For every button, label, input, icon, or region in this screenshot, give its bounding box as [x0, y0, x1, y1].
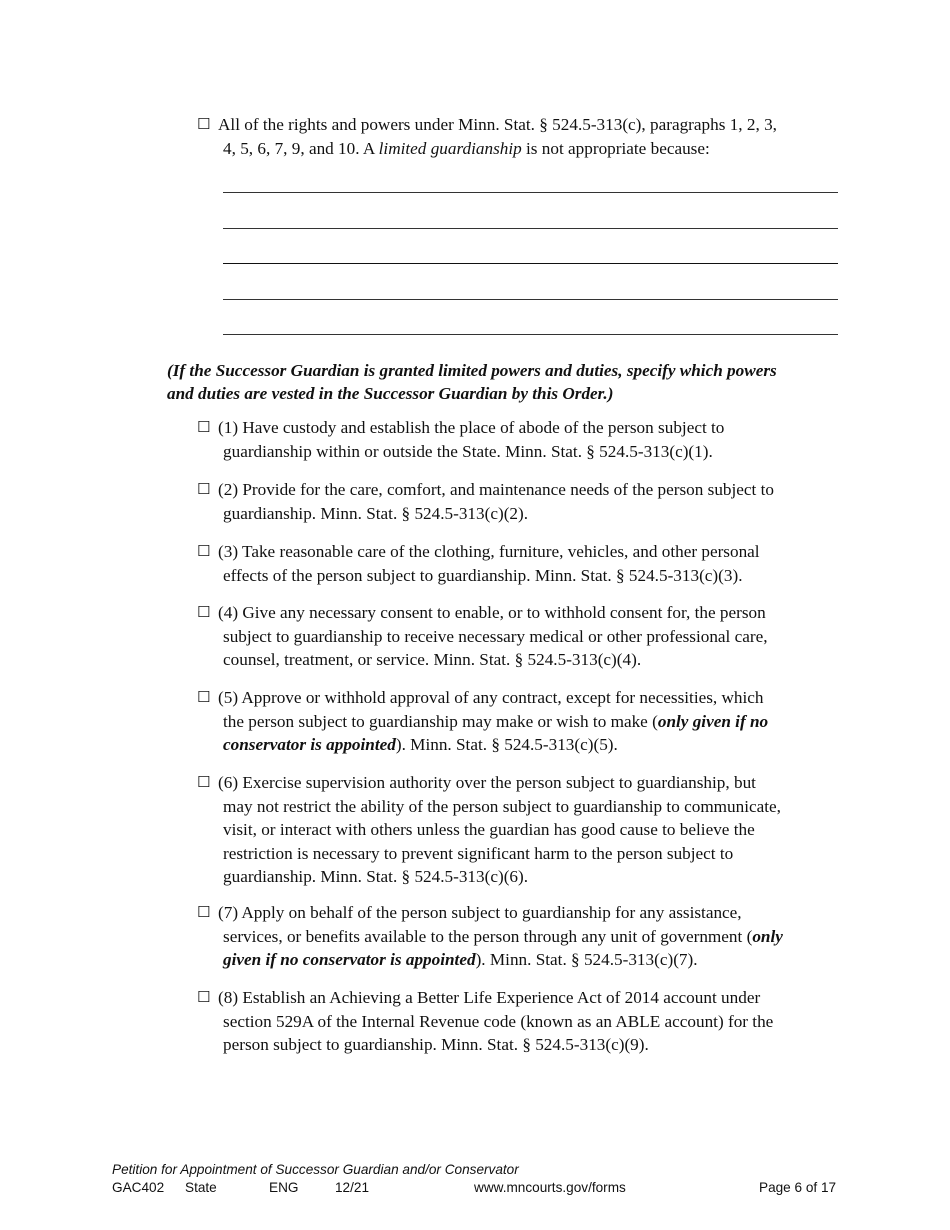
power-5-item [197, 686, 842, 757]
power-3-text: (3) Take reasonable care of the clothing, furniture, vehicles, and other personal [218, 542, 760, 561]
power-7-item [197, 901, 842, 972]
power-5-text: (5) Approve or withhold approval of any contract, except for necessities, which [218, 688, 764, 707]
power-8-checkbox[interactable]: ☐ [197, 988, 211, 1006]
instruction-line1: (If the Successor Guardian is granted limited powers and duties, specify which powers [167, 361, 777, 380]
power-8-text: (8) Establish an Achieving a Better Life Experience Act of 2014 account under [218, 988, 761, 1007]
answer-line-2[interactable] [223, 228, 838, 229]
footer-url[interactable]: www.mncourts.gov/forms [474, 1180, 626, 1195]
power-3-item [197, 540, 842, 587]
power-6-text-cont2: visit, or interact with others unless the guardian has good cause to believe the [223, 820, 755, 840]
power-1-item [197, 416, 842, 463]
power-4-text-cont1: subject to guardianship to receive necessary medical or other professional care, [223, 626, 768, 646]
power-6-text-cont3: restriction is necessary to prevent significant harm to the person subject to [223, 843, 734, 863]
power-7-text: (7) Apply on behalf of the person subject to guardianship for any assistance, [218, 903, 742, 922]
footer-date: 12/21 [335, 1180, 370, 1195]
power-5-text-cont2: conservator is appointed). Minn. Stat. § 524.5-313(c)(5). [223, 735, 618, 755]
all-powers-line2: 4, 5, 6, 7, 9, and 10. A limited guardianship is not appropriate because: [223, 138, 710, 158]
power-2-checkbox[interactable]: ☐ [197, 480, 211, 498]
power-3-checkbox[interactable]: ☐ [197, 542, 211, 560]
power-4-checkbox[interactable]: ☐ [197, 603, 211, 621]
power-1-text: (1) Have custody and establish the place of abode of the person subject to [218, 418, 725, 437]
answer-line-5[interactable] [223, 334, 838, 335]
power-7-text-cont1: services, or benefits available to the person through any unit of government (only [223, 926, 783, 946]
power-4-text-cont2: counsel, treatment, or service. Minn. Stat. § 524.5-313(c)(4). [223, 650, 642, 670]
power-8-item [197, 986, 842, 1057]
all-powers-line1: All of the rights and powers under Minn. Stat. § 524.5-313(c), paragraphs 1, 2, 3, [218, 115, 777, 134]
power-3-text-cont: effects of the person subject to guardianship. Minn. Stat. § 524.5-313(c)(3). [223, 565, 743, 585]
answer-line-1[interactable] [223, 192, 838, 193]
all-powers-item [197, 113, 842, 160]
power-7-text-cont2: given if no conservator is appointed). Minn. Stat. § 524.5-313(c)(7). [223, 950, 698, 970]
power-7-checkbox[interactable]: ☐ [197, 903, 211, 921]
power-6-text-cont1: may not restrict the ability of the person subject to guardianship to communicate, [223, 796, 781, 816]
instruction-line2: and duties are vested in the Successor Guardian by this Order.) [167, 383, 614, 403]
power-2-text: (2) Provide for the care, comfort, and maintenance needs of the person subject to [218, 480, 775, 499]
footer-form-id: GAC402 [112, 1180, 165, 1195]
power-2-text-cont: guardianship. Minn. Stat. § 524.5-313(c)(2). [223, 503, 529, 523]
power-4-item [197, 601, 842, 672]
power-6-checkbox[interactable]: ☐ [197, 773, 211, 791]
power-5-checkbox[interactable]: ☐ [197, 688, 211, 706]
footer-language: ENG [269, 1180, 299, 1195]
power-5-text-cont1: the person subject to guardianship may make or wish to make (only given if no [223, 711, 769, 731]
footer-jurisdiction: State [185, 1180, 217, 1195]
answer-line-3[interactable] [223, 263, 838, 264]
power-8-text-cont1: section 529A of the Internal Revenue code (known as an ABLE account) for the [223, 1011, 774, 1031]
footer-meta [112, 1180, 842, 1198]
power-4-text: (4) Give any necessary consent to enable, or to withhold consent for, the person [218, 603, 766, 622]
power-8-text-cont2: person subject to guardianship. Minn. Stat. § 524.5-313(c)(9). [223, 1035, 649, 1055]
power-1-text-cont: guardianship within or outside the State. Minn. Stat. § 524.5-313(c)(1). [223, 441, 713, 461]
footer-title: Petition for Appointment of Successor Guardian and/or Conservator [112, 1162, 519, 1177]
answer-line-4[interactable] [223, 299, 838, 300]
power-1-checkbox[interactable]: ☐ [197, 418, 211, 436]
power-6-text-cont4: guardianship. Minn. Stat. § 524.5-313(c)(6). [223, 867, 529, 887]
all-powers-checkbox[interactable]: ☐ [197, 115, 211, 133]
footer-page-number: Page 6 of 17 [759, 1180, 837, 1195]
power-2-item [197, 478, 842, 525]
power-6-item [197, 771, 842, 889]
limited-powers-instruction [167, 360, 847, 405]
power-6-text: (6) Exercise supervision authority over the person subject to guardianship, but [218, 773, 756, 792]
